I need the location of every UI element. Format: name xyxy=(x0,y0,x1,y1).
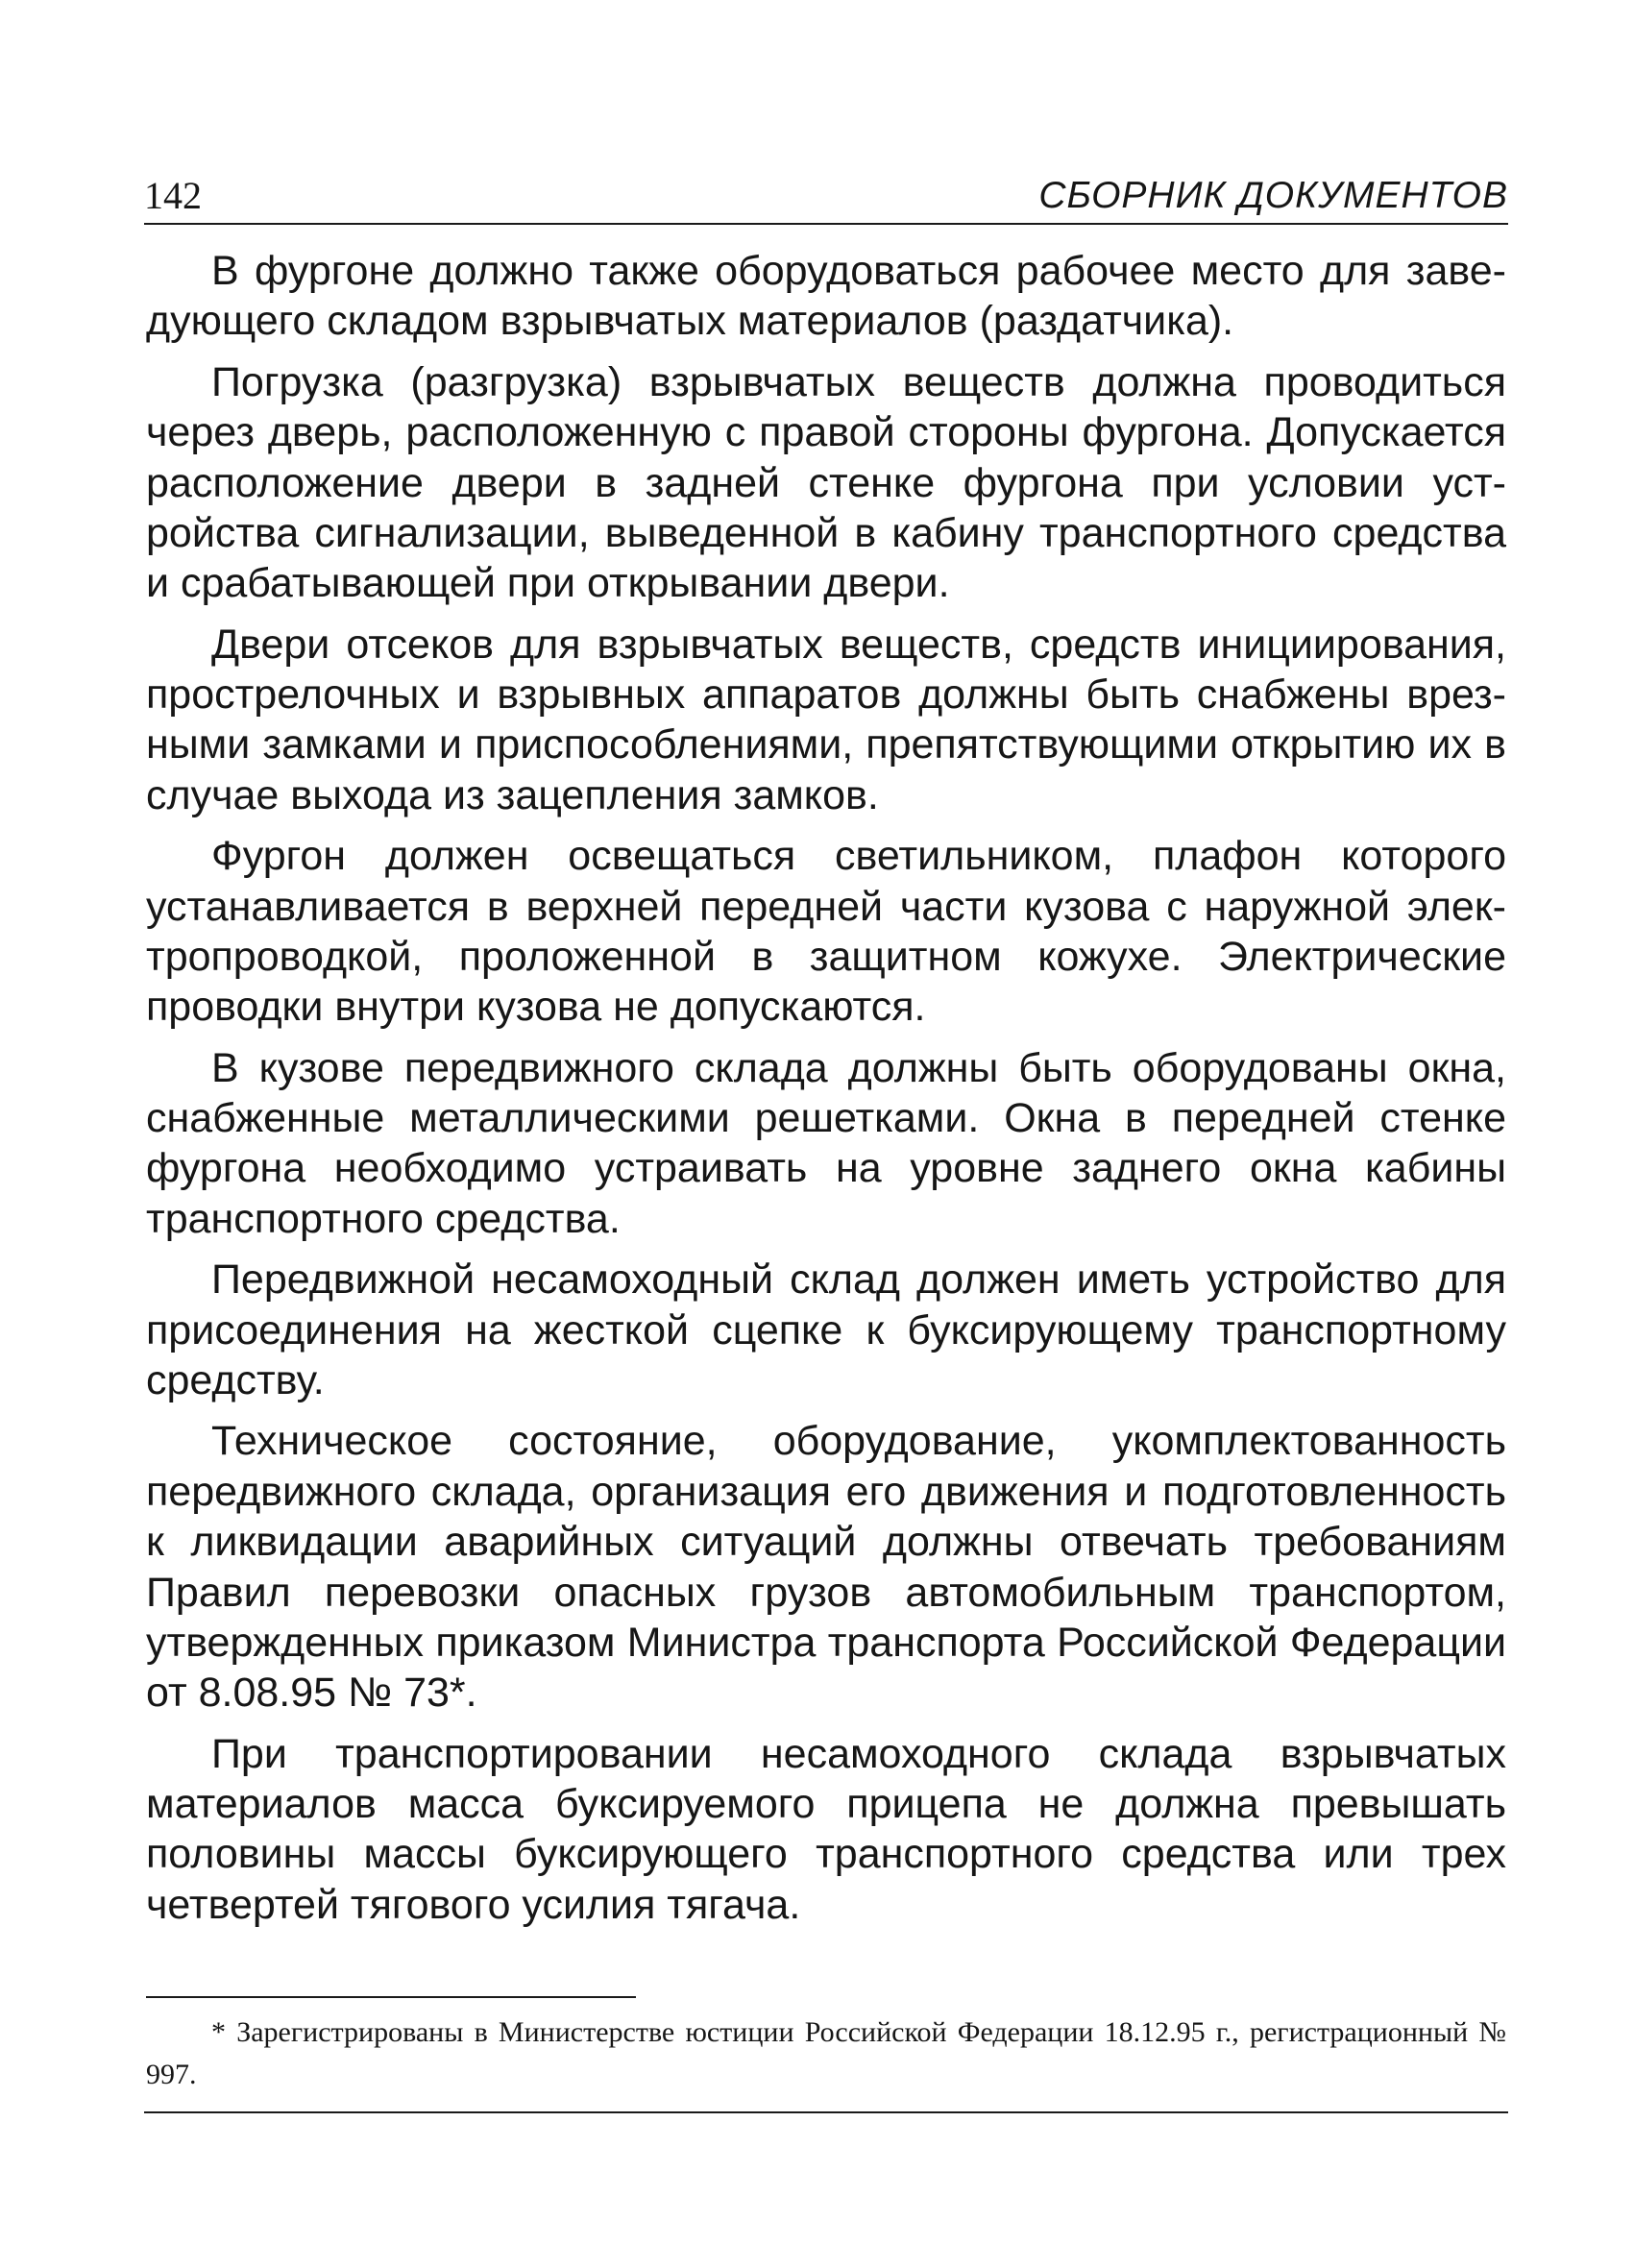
paragraph-4: Фургон должен освещаться светильником, плафон которого устанавливается в верхней передней части кузова с наружной электропроводкой, проложенной в защитном кожухе. Электрические проводки внутри кузова не допускаются. xyxy=(146,833,1506,1031)
body-text xyxy=(146,246,1506,1940)
paragraph-8: При транспортировании несамоходного склада взрывчатых материалов масса буксируемого прицепа не должна превышать половины массы буксирующего транспортного средства или трех четвертей тягового усилия тягача. xyxy=(146,1730,1506,1928)
footnote-rule xyxy=(146,1996,636,1998)
paragraph-6: Передвижной несамоходный склад должен иметь устройство для присоединения на жесткой сцепке к буксирующему транспортному средству. xyxy=(146,1256,1506,1403)
paragraph-5: В кузове передвижного склада должны быть оборудованы окна, снабженные металлическими решетками. Окна в передней стенке фургона необходимо устраивать на уровне заднего окна кабины транспортного средства. xyxy=(146,1044,1506,1242)
header-rule xyxy=(144,223,1508,225)
paragraph-7: Техническое состояние, оборудование, укомплектованность передвижного склада, организация его движения и подготовленность к ликвидации аварийных ситуаций должны отвечать требованиям Правил перевозки опасных грузов автомобильным транспортом, утвержденных приказом Министра транспорта Российской Федерации от 8.08.95 № 73*. xyxy=(146,1418,1506,1717)
footnote xyxy=(146,2012,1506,2096)
paragraph-1: В фургоне должно также оборудоваться рабочее место для заведующего складом взрывчатых материалов (раздатчика). xyxy=(146,248,1506,345)
footnote-text: * Зарегистрированы в Министерстве юстиции Российской Федерации 18.12.95 г., регистрационный № 997. xyxy=(146,2016,1506,2090)
page-number: 142 xyxy=(144,174,202,217)
paragraph-2: Погрузка (разгрузка) взрывчатых веществ должна проводиться через дверь, расположенную с правой стороны фургона. Допускается расположение двери в задней стенке фургона при условии устройства сигнализации, выведенной в кабину транспортного средства и срабатывающей при открывании двери. xyxy=(146,358,1506,607)
bottom-rule xyxy=(144,2111,1508,2113)
paragraph-3: Двери отсеков для взрывчатых веществ, средств инициирования, прострелочных и взрывных аппаратов должны быть снабжены врезными замками и приспособлениями, препятствующими открытию их в случае выхода из зацепления замков. xyxy=(146,621,1506,818)
page-header xyxy=(144,173,1508,231)
running-title: СБОРНИК ДОКУМЕНТОВ xyxy=(1038,175,1508,216)
